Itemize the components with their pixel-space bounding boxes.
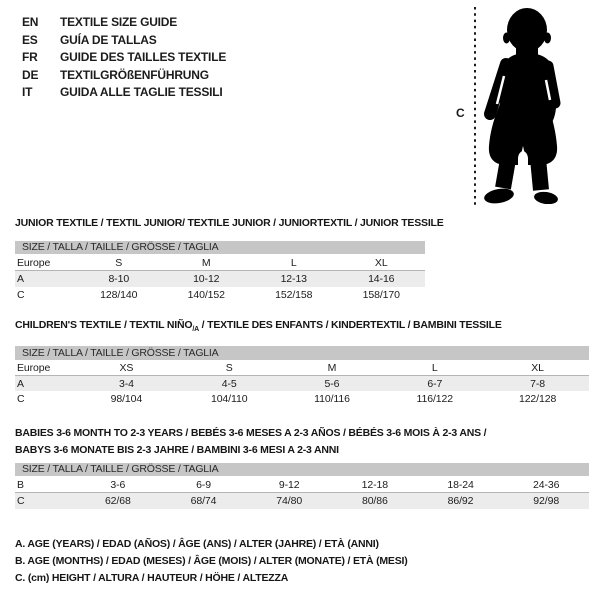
- age-cell: 4-5: [221, 377, 237, 390]
- babies-textile-table: [15, 425, 589, 515]
- row-label: Europe: [17, 362, 51, 374]
- language-row: [22, 14, 226, 32]
- language-label: TEXTILGRÖßENFÜHRUNG: [60, 67, 209, 82]
- height-cell: 140/152: [187, 289, 225, 301]
- table-row: [15, 271, 425, 287]
- age-cell: 18-24: [447, 478, 474, 491]
- table-row: [15, 376, 589, 391]
- babies-table-title-line2: BABYS 3-6 MONATE BIS 2-3 JAHRE / BAMBINI 3-6 MESI A 2-3 ANNI: [15, 444, 339, 456]
- size-cell: XL: [374, 256, 388, 269]
- size-cell: L: [290, 256, 297, 269]
- language-list: [22, 14, 226, 102]
- age-cell: 3-6: [110, 478, 126, 491]
- size-header-bar: SIZE / TALLA / TAILLE / GRÖSSE / TAGLIA: [15, 463, 589, 476]
- babies-table-title-line1: BABIES 3-6 MONTH TO 2-3 YEARS / BEBÉS 3-6 MESES A 2-3 AÑOS / BÉBÉS 3-6 MOIS À 2-3 ANS /: [15, 427, 487, 439]
- age-cell: 7-8: [530, 377, 546, 390]
- legend-line-a: A. AGE (YEARS) / EDAD (AÑOS) / ÂGE (ANS) / ALTER (JAHRE) / ETÀ (ANNI): [15, 538, 379, 550]
- language-code: EN: [22, 15, 39, 29]
- age-cell: 6-7: [427, 377, 443, 390]
- language-row: [22, 67, 226, 85]
- childrens-textile-table: [15, 317, 589, 412]
- legend-line-c: C. (cm) HEIGHT / ALTURA / HAUTEUR / HÖHE / ALTEZZA: [15, 572, 289, 584]
- row-label: C: [17, 289, 25, 301]
- size-cell: M: [327, 362, 337, 374]
- age-cell: 9-12: [278, 478, 300, 491]
- junior-table-title: JUNIOR TEXTILE / TEXTIL JUNIOR/ TEXTILE JUNIOR / JUNIORTEXTIL / JUNIOR TESSILE: [15, 217, 444, 229]
- table-row: [15, 477, 589, 493]
- height-cell: 152/158: [275, 289, 313, 301]
- row-label: Europe: [17, 256, 51, 269]
- height-cell: 62/68: [104, 495, 131, 507]
- title-text: / TEXTILE DES ENFANTS / KINDERTEXTIL / BAMBINI TESSILE: [198, 319, 502, 331]
- table-row: [15, 391, 589, 406]
- language-code: DE: [22, 67, 39, 82]
- size-cell: XS: [119, 362, 134, 374]
- language-code: FR: [22, 50, 38, 64]
- legend-line-b: B. AGE (MONTHS) / EDAD (MESES) / ÂGE (MOIS) / ALTER (MONATE) / ETÀ (MESI): [15, 555, 408, 567]
- height-cell: 92/98: [533, 495, 560, 507]
- age-cell: 8-10: [108, 273, 130, 285]
- age-cell: 24-36: [533, 478, 560, 491]
- size-cell: XL: [531, 362, 544, 374]
- table-row: [15, 493, 589, 509]
- height-cell: 116/122: [416, 392, 454, 405]
- table-row: [15, 287, 425, 303]
- language-label: TEXTILE SIZE GUIDE: [60, 15, 178, 29]
- height-cell: 158/170: [362, 289, 400, 301]
- language-label: GUIDA ALLE TAGLIE TESSILI: [60, 85, 223, 99]
- size-cell: L: [431, 362, 438, 374]
- language-label: GUÍA DE TALLAS: [60, 32, 157, 47]
- language-row: [22, 84, 226, 102]
- age-cell: 6-9: [196, 478, 211, 491]
- size-cell: M: [201, 256, 211, 269]
- size-header-bar: SIZE / TALLA / TAILLE / GRÖSSE / TAGLIA: [15, 241, 425, 254]
- row-label: C: [17, 495, 25, 507]
- legend: [15, 536, 408, 587]
- language-code: IT: [22, 85, 33, 99]
- junior-textile-table: [15, 215, 444, 310]
- row-label: A: [17, 273, 24, 285]
- height-cell: 68/74: [190, 495, 217, 507]
- size-cell: S: [115, 256, 123, 269]
- table-row: [15, 361, 589, 376]
- height-cell: 98/104: [110, 392, 143, 405]
- toddler-silhouette-icon: [480, 8, 564, 204]
- age-cell: 14-16: [368, 273, 395, 285]
- height-cell: 110/116: [314, 392, 350, 405]
- height-cell: 122/128: [518, 392, 557, 405]
- height-cell: 128/140: [100, 289, 138, 301]
- age-cell: 3-4: [118, 377, 134, 390]
- size-header-bar: SIZE / TALLA / TAILLE / GRÖSSE / TAGLIA: [15, 346, 589, 360]
- age-cell: 10-12: [193, 273, 220, 285]
- title-text: CHILDREN'S TEXTILE / TEXTIL NIÑO: [15, 319, 193, 331]
- size-cell: S: [225, 362, 233, 374]
- height-figure: [452, 6, 592, 212]
- language-row: [22, 49, 226, 67]
- row-label: A: [17, 377, 24, 390]
- height-dashed-line: [473, 6, 477, 208]
- height-cell: 104/110: [210, 392, 248, 405]
- language-row: [22, 32, 226, 50]
- row-label: B: [17, 478, 24, 491]
- language-code: ES: [22, 32, 38, 47]
- language-label: GUIDE DES TAILLES TEXTILE: [60, 50, 227, 64]
- height-cell: 80/86: [361, 495, 388, 507]
- height-cell: 86/92: [447, 495, 474, 507]
- title-subscript: /A: [192, 326, 199, 334]
- height-marker-label: C: [456, 106, 465, 120]
- age-cell: 5-6: [324, 377, 340, 390]
- age-cell: 12-13: [280, 273, 307, 285]
- childrens-table-title: [15, 317, 589, 338]
- height-cell: 74/80: [276, 495, 303, 507]
- table-row: [15, 255, 425, 271]
- age-cell: 12-18: [361, 478, 389, 491]
- row-label: C: [17, 392, 25, 405]
